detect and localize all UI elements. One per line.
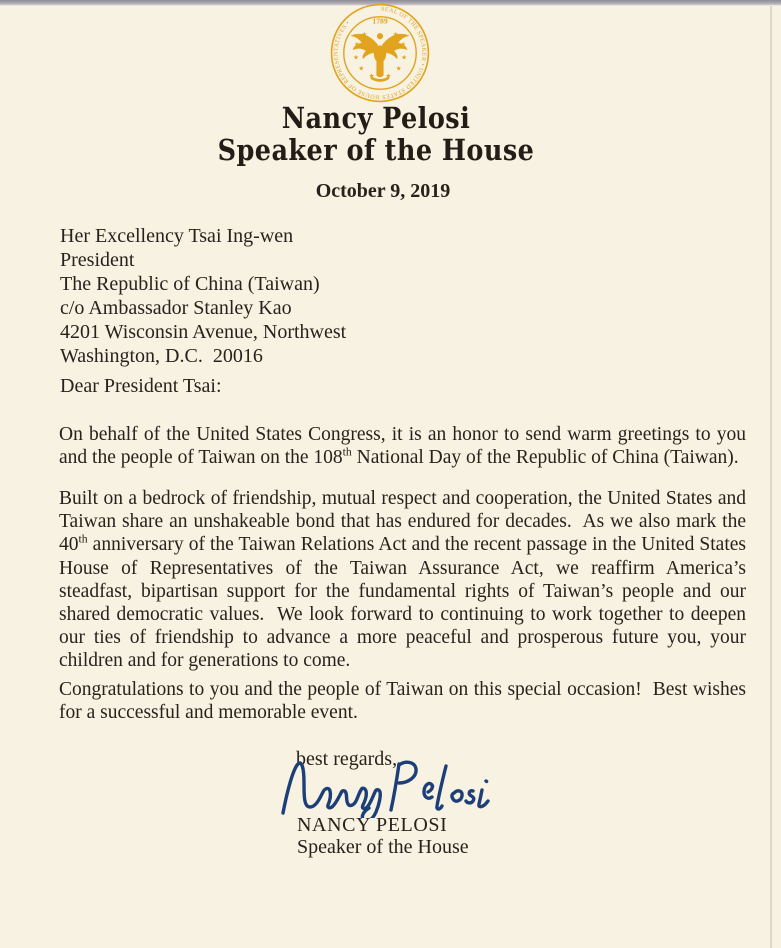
svg-text:★: ★ <box>353 40 360 49</box>
letter-date: October 9, 2019 <box>315 180 451 202</box>
handwritten-signature <box>276 756 512 818</box>
svg-text:★: ★ <box>352 53 359 62</box>
salutation: Dear President Tsai: <box>60 375 222 397</box>
valediction: best regards, <box>296 748 398 770</box>
svg-text:★: ★ <box>400 40 407 49</box>
recipient-line: President <box>60 249 135 271</box>
signer-printed-name: NANCY PELOSI <box>297 814 448 836</box>
recipient-line: Her Excellency Tsai Ing-wen <box>60 225 294 247</box>
svg-text:★: ★ <box>361 30 368 39</box>
svg-text:★: ★ <box>401 53 408 62</box>
seal-year: 1789 <box>372 16 388 26</box>
speaker-of-the-house-seal-icon <box>329 2 431 104</box>
letterhead <box>0 102 752 166</box>
recipient-line: Washington, D.C. 20016 <box>60 345 263 367</box>
svg-text:★: ★ <box>365 41 372 50</box>
svg-text:★: ★ <box>368 72 375 81</box>
body-paragraph-3: Congratulations to you and the people of Taiwan on this special occasion! Best wishes for a successful and memorable event. <box>59 679 746 724</box>
letterhead-title: Speaker of the House <box>217 133 535 167</box>
seal-ring-text: SEAL OF THE SPEAKER • UNITED STATES HOUSE OF REPRESENTATIVES • <box>333 6 427 100</box>
body-paragraph-1: On behalf of the United States Congress, it is an honor to send warm greetings to you and the people of Taiwan on the 108th National Day of the Republic of China (Taiwan). <box>59 424 746 469</box>
paper-right-edge <box>770 6 772 948</box>
recipient-line: 4201 Wisconsin Avenue, Northwest <box>60 321 347 343</box>
svg-text:★: ★ <box>395 64 402 73</box>
letterhead-name: Nancy Pelosi <box>281 101 471 135</box>
recipient-line: c/o Ambassador Stanley Kao <box>60 297 292 319</box>
body-paragraph-2: Built on a bedrock of friendship, mutual respect and cooperation, the United States and Taiwan share an unshakeable bond that has endured for decades. As we also mark the 40th anniversary of the Taiwan Relations Act and the recent passage in the United States House of Representatives of the Taiwan Assurance Act, we reaffirm America’s steadfast, bipartisan support for the fundamental rights of Taiwan’s people and our shared democratic values. We look forward to continuing to work together to deepen our ties of friendship to advance a more peaceful and prosperous future you, your children and for generations to come. <box>59 488 746 672</box>
svg-text:★: ★ <box>392 30 399 39</box>
signer-title: Speaker of the House <box>297 836 469 858</box>
recipient-address <box>60 224 346 368</box>
recipient-line: The Republic of China (Taiwan) <box>60 273 320 295</box>
svg-text:★: ★ <box>385 72 392 81</box>
svg-text:★: ★ <box>388 41 395 50</box>
svg-text:★: ★ <box>358 64 365 73</box>
